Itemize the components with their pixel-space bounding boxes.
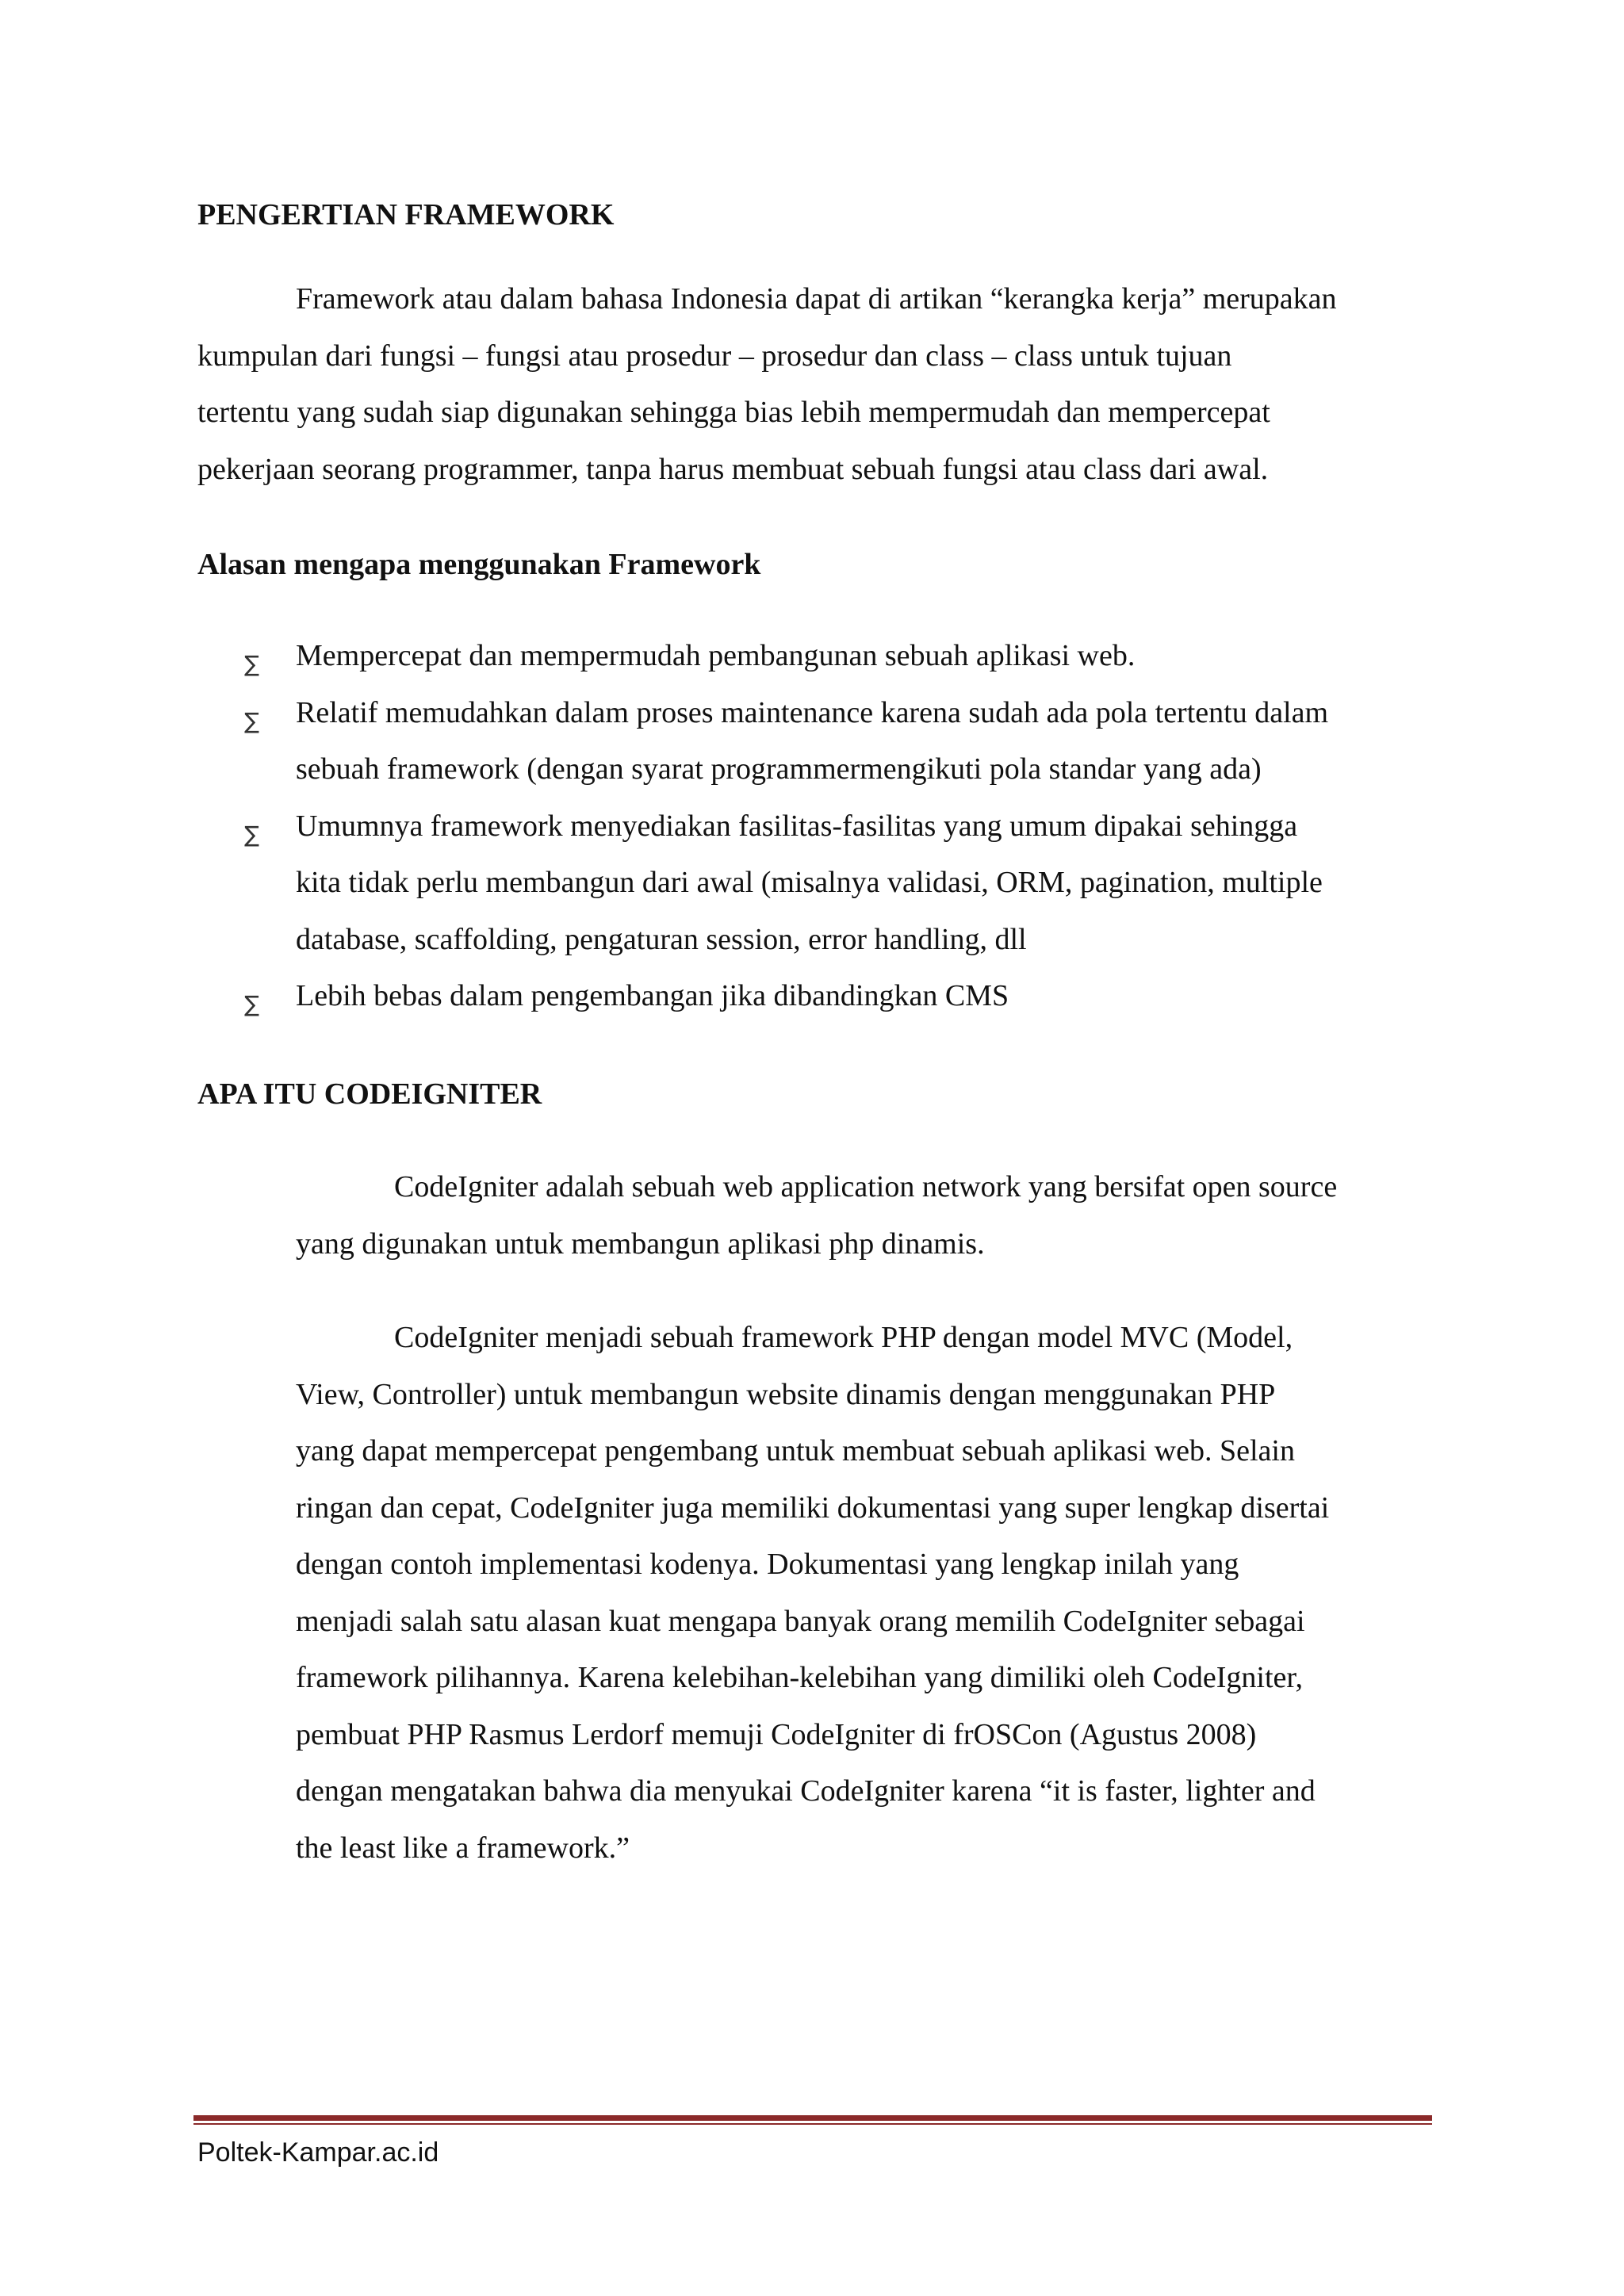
sigma-bullet-icon: ∑ <box>244 821 259 848</box>
sigma-bullet-icon: ∑ <box>244 651 259 677</box>
paragraph-codeigniter-intro <box>296 1159 1469 1272</box>
paragraph-line: dengan contoh implementasi kodenya. Dokumentasi yang lengkap inilah yang <box>296 1548 1239 1581</box>
reasons-bullet-list <box>197 628 1466 1025</box>
paragraph-line: View, Controller) untuk membangun website dinamis dengan menggunakan PHP <box>296 1377 1276 1411</box>
list-item-line: sebuah framework (dengan syarat programmermengikuti pola standar yang ada) <box>296 752 1262 786</box>
list-item-line: kita tidak perlu membangun dari awal (misalnya validasi, ORM, pagination, multiple <box>296 866 1323 899</box>
sigma-bullet-icon: ∑ <box>244 991 259 1017</box>
paragraph-line: framework pilihannya. Karena kelebihan-kelebihan yang dimiliki oleh CodeIgniter, <box>296 1661 1303 1694</box>
section-heading-codeigniter: APA ITU CODEIGNITER <box>197 1077 542 1111</box>
paragraph-line: CodeIgniter adalah sebuah web application network yang bersifat open source <box>394 1170 1338 1203</box>
list-item-line: database, scaffolding, pengaturan session, error handling, dll <box>296 922 1027 956</box>
paragraph-line: yang dapat mempercepat pengembang untuk membuat sebuah aplikasi web. Selain <box>296 1434 1295 1468</box>
paragraph-line: pembuat PHP Rasmus Lerdorf memuji CodeIgniter di frOSCon (Agustus 2008) <box>296 1717 1257 1751</box>
paragraph-line: yang digunakan untuk membangun aplikasi php dinamis. <box>296 1226 985 1261</box>
paragraph-line: ringan dan cepat, CodeIgniter juga memiliki dokumentasi yang super lengkap disertai <box>296 1490 1330 1525</box>
footer-site-name: Poltek-Kampar.ac.id <box>197 2137 439 2168</box>
paragraph-line: pekerjaan seorang programmer, tanpa harus membuat sebuah fungsi atau class dari awal. <box>197 452 1269 486</box>
paragraph-line: Framework atau dalam bahasa Indonesia dapat di artikan “kerangka kerja” merupakan <box>296 282 1337 316</box>
footer-rule-thin <box>193 2123 1432 2125</box>
paragraph-line: kumpulan dari fungsi – fungsi atau prosedur – prosedur dan class – class untuk tujuan <box>197 339 1232 373</box>
list-item-line: Lebih bebas dalam pengembangan jika dibandingkan CMS <box>296 979 1009 1012</box>
list-item <box>197 685 1466 798</box>
list-item-line: Relatif memudahkan dalam proses maintenance karena sudah ada pola tertentu dalam <box>296 695 1329 729</box>
paragraph-pengertian-framework <box>197 271 1466 498</box>
list-item-line: Mempercepat dan mempermudah pembangunan sebuah aplikasi web. <box>296 639 1136 672</box>
list-item <box>197 628 1466 685</box>
paragraph-codeigniter-mvc <box>296 1310 1469 1877</box>
list-item-line: Umumnya framework menyediakan fasilitas-fasilitas yang umum dipakai sehingga <box>296 809 1298 843</box>
list-item <box>197 798 1466 969</box>
paragraph-line: menjadi salah satu alasan kuat mengapa banyak orang memilih CodeIgniter sebagai <box>296 1604 1305 1638</box>
list-item <box>197 968 1466 1025</box>
paragraph-line: tertentu yang sudah siap digunakan sehingga bias lebih mempermudah dan mempercepat <box>197 396 1270 429</box>
sigma-bullet-icon: ∑ <box>244 707 259 734</box>
section-heading-alasan-framework: Alasan mengapa menggunakan Framework <box>197 548 761 581</box>
paragraph-line: dengan mengatakan bahwa dia menyukai CodeIgniter karena “it is faster, lighter and <box>296 1774 1316 1808</box>
footer-rule-thick <box>193 2115 1432 2121</box>
section-heading-pengertian-framework: PENGERTIAN FRAMEWORK <box>197 198 615 232</box>
paragraph-line: the least like a framework.” <box>296 1831 630 1865</box>
paragraph-line: CodeIgniter menjadi sebuah framework PHP dengan model MVC (Model, <box>394 1321 1293 1354</box>
